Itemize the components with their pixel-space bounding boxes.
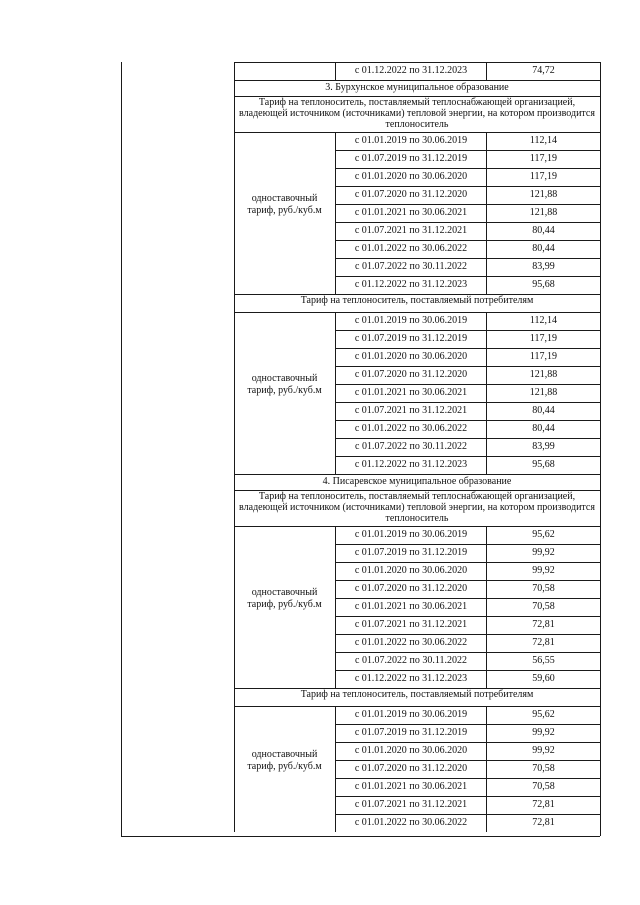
period-cell: с 01.07.2020 по 31.12.2020 — [354, 763, 468, 774]
value-cell: 80,44 — [532, 423, 555, 434]
value-cell: 112,14 — [529, 315, 558, 326]
group-header: Тариф на теплоноситель, поставляемый потребителям — [300, 689, 534, 700]
period-cell: с 01.01.2019 по 30.06.2019 — [354, 709, 468, 720]
value-cell: 56,55 — [532, 655, 555, 666]
group-header: Тариф на теплоноситель, поставляемый теплоснабжающей организацией, владеющей источником (источниками) тепловой энергии, на котором производится теплоноситель — [239, 97, 595, 130]
row-border — [335, 420, 600, 421]
value-cell: 117,19 — [529, 333, 558, 344]
row-border — [335, 276, 600, 277]
row-border — [335, 742, 600, 743]
value-cell: 95,62 — [532, 529, 555, 540]
period-cell: с 01.12.2022 по 31.12.2023 — [354, 459, 468, 470]
row-border — [335, 814, 600, 815]
period-cell: с 01.07.2020 по 31.12.2020 — [354, 189, 468, 200]
period-cell: с 01.07.2021 по 31.12.2021 — [354, 405, 468, 416]
tariff-type-label: одноставочный тариф, руб./куб.м — [247, 193, 322, 216]
group-header: Тариф на теплоноситель, поставляемый потребителям — [300, 295, 534, 306]
row-border — [335, 616, 600, 617]
period-cell: с 01.07.2021 по 31.12.2021 — [354, 225, 468, 236]
row-border — [335, 240, 600, 241]
row-border — [335, 348, 600, 349]
period-cell: с 01.01.2019 по 30.06.2019 — [354, 135, 468, 146]
value-cell: 99,92 — [532, 745, 555, 756]
value-cell: 99,92 — [532, 547, 555, 558]
period-cell: с 01.01.2022 по 30.06.2022 — [354, 423, 468, 434]
row-border — [335, 456, 600, 457]
period-cell: с 01.01.2020 по 30.06.2020 — [354, 171, 468, 182]
tariff-type-label: одноставочный тариф, руб./куб.м — [247, 587, 322, 610]
row-border — [335, 598, 600, 599]
period-cell: с 01.07.2022 по 30.11.2022 — [355, 261, 467, 272]
value-cell: 70,58 — [532, 601, 555, 612]
row-border — [234, 62, 600, 63]
row-border — [335, 562, 600, 563]
period-cell: с 01.01.2020 по 30.06.2020 — [354, 745, 468, 756]
value-cell: 72,81 — [532, 619, 555, 630]
section-top-border — [234, 80, 600, 81]
value-cell: 117,19 — [529, 153, 558, 164]
period-cell: с 01.01.2022 по 30.06.2022 — [354, 637, 468, 648]
section-title: 4. Писаревское муниципальное образование — [322, 476, 512, 487]
value-cell: 121,88 — [529, 387, 558, 398]
period-cell: с 01.01.2021 по 30.06.2021 — [354, 207, 468, 218]
period-cell: с 01.07.2019 по 31.12.2019 — [354, 547, 468, 558]
value-cell: 80,44 — [532, 225, 555, 236]
period-cell: с 01.01.2020 по 30.06.2020 — [354, 565, 468, 576]
col-border — [234, 526, 235, 688]
group-header: Тариф на теплоноситель, поставляемый теплоснабжающей организацией, владеющей источником (источниками) тепловой энергии, на котором производится теплоноситель — [239, 491, 595, 524]
table-left-border — [121, 62, 122, 836]
period-cell: с 01.07.2021 по 31.12.2021 — [354, 799, 468, 810]
value-cell: 80,44 — [532, 243, 555, 254]
row-border — [335, 204, 600, 205]
row-border — [335, 222, 600, 223]
row-border — [335, 760, 600, 761]
row-border — [335, 796, 600, 797]
row-border — [234, 312, 600, 313]
value-cell: 117,19 — [529, 351, 558, 362]
col-border — [234, 688, 235, 706]
value-cell: 72,81 — [532, 817, 555, 828]
row-border — [335, 150, 600, 151]
period-cell: с 01.01.2021 по 30.06.2021 — [354, 601, 468, 612]
period-cell: с 01.01.2021 по 30.06.2021 — [354, 781, 468, 792]
col-border — [234, 294, 235, 312]
row-border — [234, 526, 600, 527]
period-cell: с 01.12.2022 по 31.12.2023 — [354, 673, 468, 684]
col-border — [234, 706, 235, 832]
value-cell: 99,92 — [532, 565, 555, 576]
col-border — [234, 62, 235, 80]
value-cell: 70,58 — [532, 763, 555, 774]
value-cell: 80,44 — [532, 405, 555, 416]
value-cell: 72,81 — [532, 799, 555, 810]
row-border — [335, 634, 600, 635]
period-cell: с 01.12.2022 по 31.12.2023 — [354, 65, 468, 76]
row-border — [335, 168, 600, 169]
table-right-border — [600, 62, 601, 836]
col-border — [234, 490, 235, 526]
row-border — [335, 366, 600, 367]
col-border — [234, 312, 235, 474]
col-border — [234, 96, 235, 132]
value-cell: 121,88 — [529, 189, 558, 200]
period-cell: с 01.07.2022 по 30.11.2022 — [355, 441, 467, 452]
period-cell: с 01.07.2020 по 31.12.2020 — [354, 583, 468, 594]
period-cell: с 01.12.2022 по 31.12.2023 — [354, 279, 468, 290]
period-cell: с 01.01.2022 по 30.06.2022 — [354, 817, 468, 828]
value-cell: 72,81 — [532, 637, 555, 648]
period-cell: с 01.01.2019 по 30.06.2019 — [354, 529, 468, 540]
value-cell: 59,60 — [532, 673, 555, 684]
period-cell: с 01.07.2019 по 31.12.2019 — [354, 333, 468, 344]
value-cell: 112,14 — [529, 135, 558, 146]
row-border — [335, 652, 600, 653]
row-border — [234, 706, 600, 707]
period-cell: с 01.01.2020 по 30.06.2020 — [354, 351, 468, 362]
row-border — [335, 384, 600, 385]
value-cell: 70,58 — [532, 583, 555, 594]
value-cell: 74,72 — [532, 65, 555, 76]
row-border — [335, 402, 600, 403]
row-border — [335, 544, 600, 545]
row-border — [335, 670, 600, 671]
row-border — [335, 580, 600, 581]
period-cell: с 01.07.2019 по 31.12.2019 — [354, 153, 468, 164]
period-cell: с 01.07.2022 по 30.11.2022 — [355, 655, 467, 666]
row-border — [335, 186, 600, 187]
value-cell: 121,88 — [529, 207, 558, 218]
row-border — [335, 258, 600, 259]
row-border — [335, 438, 600, 439]
value-cell: 121,88 — [529, 369, 558, 380]
value-cell: 117,19 — [529, 171, 558, 182]
period-cell: с 01.07.2020 по 31.12.2020 — [354, 369, 468, 380]
period-cell: с 01.07.2019 по 31.12.2019 — [354, 727, 468, 738]
row-border — [335, 724, 600, 725]
section-title: 3. Бурхунское муниципальное образование — [325, 82, 509, 93]
period-cell: с 01.07.2021 по 31.12.2021 — [354, 619, 468, 630]
section-top-border — [234, 474, 600, 475]
value-cell: 70,58 — [532, 781, 555, 792]
value-cell: 95,68 — [532, 459, 555, 470]
value-cell: 95,62 — [532, 709, 555, 720]
table-bottom-border — [121, 836, 600, 837]
period-cell: с 01.01.2022 по 30.06.2022 — [354, 243, 468, 254]
period-cell: с 01.01.2019 по 30.06.2019 — [354, 315, 468, 326]
value-cell: 83,99 — [532, 261, 555, 272]
period-cell: с 01.01.2021 по 30.06.2021 — [354, 387, 468, 398]
row-border — [335, 778, 600, 779]
row-border — [234, 132, 600, 133]
tariff-type-label: одноставочный тариф, руб./куб.м — [247, 373, 322, 396]
tariff-type-label: одноставочный тариф, руб./куб.м — [247, 749, 322, 772]
value-cell: 83,99 — [532, 441, 555, 452]
col-border — [234, 132, 235, 294]
row-border — [335, 330, 600, 331]
value-cell: 95,68 — [532, 279, 555, 290]
value-cell: 99,92 — [532, 727, 555, 738]
